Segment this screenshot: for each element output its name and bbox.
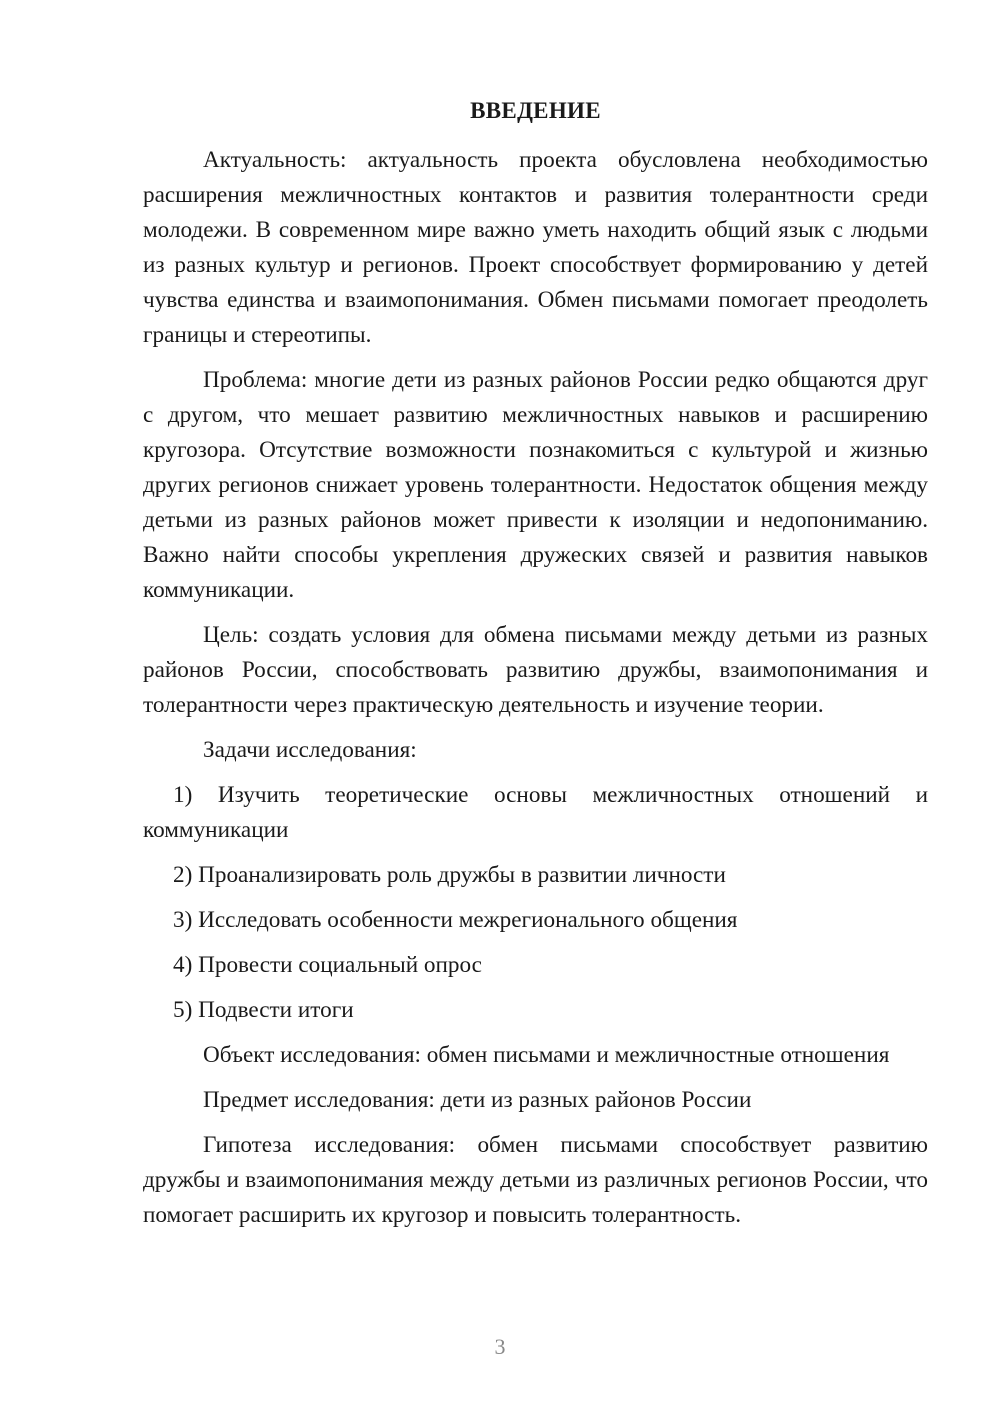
task-item-2: 2) Проанализировать роль дружбы в развитии личности <box>173 862 726 888</box>
tasks-heading: Задачи исследования: <box>203 737 417 763</box>
goal-paragraph: Цель: создать условия для обмена письмами между детьми из разных районов России, способствовать развитию дружбы, взаимопонимания и толерантности через практическую деятельность и изучение теории. <box>143 622 928 718</box>
subject-paragraph: Предмет исследования: дети из разных районов России <box>203 1087 752 1113</box>
task-item-5: 5) Подвести итоги <box>173 997 354 1023</box>
hypothesis-paragraph: Гипотеза исследования: обмен письмами способствует развитию дружбы и взаимопонимания между детьми из различных регионов России, что помогает расширить их кругозор и повысить толерантность. <box>143 1132 928 1228</box>
task-item-3: 3) Исследовать особенности межрегионального общения <box>173 907 738 933</box>
document-body <box>143 143 928 1243</box>
task-item-4: 4) Провести социальный опрос <box>173 952 482 978</box>
problem-paragraph: Проблема: многие дети из разных районов России редко общаются друг с другом, что мешает развитию межличностных навыков и расширению кругозора. Отсутствие возможности познакомиться с культурой и жизнью других регионов снижает уровень толерантности. Недостаток общения между детьми из разных районов может привести к изоляции и недопониманию. Важно найти способы укрепления дружеских связей и развития навыков коммуникации. <box>143 367 928 603</box>
page-number: 3 <box>494 1334 506 1359</box>
task-item-1: 1) Изучить теоретические основы межличностных отношений и коммуникации <box>143 782 928 843</box>
object-paragraph: Объект исследования: обмен письмами и межличностные отношения <box>203 1042 890 1068</box>
page-title: ВВЕДЕНИЕ <box>470 98 601 123</box>
relevance-paragraph: Актуальность: актуальность проекта обусловлена необходимостью расширения межличностных контактов и развития толерантности среди молодежи. В современном мире важно уметь находить общий язык с людьми из разных культур и регионов. Проект способствует формированию у детей чувства единства и взаимопонимания. Обмен письмами помогает преодолеть границы и стереотипы. <box>143 147 928 348</box>
